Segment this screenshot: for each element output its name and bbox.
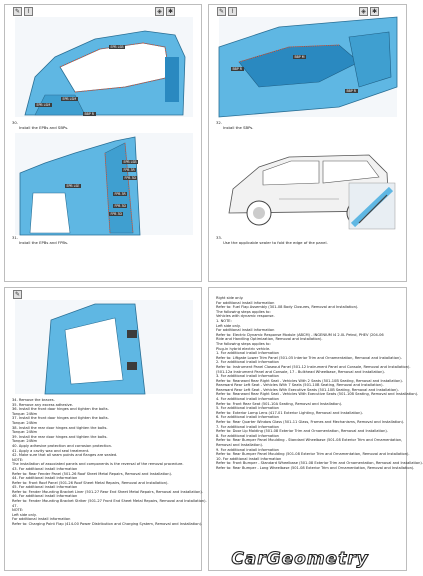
text-line: Refer to: Front Bumper - Standard Wheelbase (501-08 Exterior Trim and Ornamentation, Removal and Installation). xyxy=(216,461,423,466)
text-line: Torque: 24Nm xyxy=(12,439,38,444)
text-line: 2. For additional install information xyxy=(216,360,279,365)
text-line: 38. Install the rear door hinges and tighten the bolts. xyxy=(12,425,108,430)
text-line: Refer to: Liftgate Lower Trim Panel (501-05 Interior Trim and Ornamentation, Removal and Installation). xyxy=(216,355,402,360)
text-line: Refer to: Rearward Rear Right Seat - Vehicles With 2 Seats (501-10B Seating, Removal and Installation). xyxy=(216,378,403,383)
text-line: 47. xyxy=(12,503,18,508)
text-line: NOTE: xyxy=(12,457,24,462)
tool-icons-right xyxy=(155,7,175,16)
procedure-steps xyxy=(12,398,207,527)
step-number: 30. xyxy=(12,120,19,125)
text-line: Vehicles with dynamic response. xyxy=(216,314,275,319)
text-line: Refer to: Front Roof Panel (501-26 Roof Sheet Metal Repairs, Removal and Installation). xyxy=(12,480,169,485)
spot-weld-icon: ✱ xyxy=(167,8,174,15)
sealant-gun-icon: ✎ xyxy=(14,291,21,298)
text-line: The following steps applies to: xyxy=(216,341,271,346)
svg-text:CarGeometry: CarGeometry xyxy=(231,549,369,569)
manual-page-3 xyxy=(4,287,207,571)
tool-icons xyxy=(13,290,22,299)
text-line: Removal and Installation). xyxy=(216,443,264,447)
tool-icons xyxy=(13,7,33,16)
text-line: Refer to: Front Rear Seat (501-10A Seating, Removal and Installation). xyxy=(216,401,343,406)
text-line: 37. Install the front door hinges and tighten the bolts. xyxy=(12,416,109,421)
text-line: Refer to: Fender Mounting Bracket Liner (501-27 Rear End Sheet Metal Repairs, Removal and Installation). xyxy=(12,489,203,494)
text-line: 45. For additional install information xyxy=(12,485,78,490)
text-line: Refer to: Rear Bumper Panel Moulding - Standard Wheelbase (501-08 Exterior Trim and Ornamentation, xyxy=(216,438,403,443)
text-line: Plug-in hybrid electric vehicle. xyxy=(216,346,271,351)
heat-gun-icon: ⌇ xyxy=(228,7,237,16)
adhesive-icon: ◈ xyxy=(155,7,164,16)
text-line: For additional install information xyxy=(216,328,275,333)
step-number: 33. xyxy=(216,235,223,240)
text-line: 34. Remove the braces. xyxy=(12,398,55,402)
text-line: For additional install information xyxy=(12,517,71,522)
callout-label: FPB 3D xyxy=(114,204,126,208)
text-line: 9. For additional install information xyxy=(216,447,279,452)
procedure-steps xyxy=(216,296,423,471)
callout-label: BBP R xyxy=(232,67,243,71)
callout-label: EPB LSM xyxy=(62,97,77,101)
text-line: Torque: 24Nm xyxy=(12,430,38,435)
text-line: Ride and Handling Optimization, Removal and Installation). xyxy=(216,337,323,342)
text-line: Refer to: Door Lip Molding (501-08 Exterior Trim and Ornamentation, Removal and Installation). xyxy=(216,429,388,434)
text-line: Left side only. xyxy=(216,323,241,328)
callout-label: FPB 3R xyxy=(114,192,126,196)
text-line: 1. NOTE: xyxy=(216,318,232,323)
cargeometry-watermark-logo xyxy=(194,549,406,569)
step-text: Use the applicable sealer to fold the edge of the panel. xyxy=(223,240,328,245)
manual-page-4 xyxy=(208,287,423,571)
callout-label: EPB LSM xyxy=(36,103,51,107)
text-line: Refer to: Electric Dynamic Response Module (ABCM) - INGENIUM I4 2.0L Petrol, PHEV (204-06 xyxy=(216,332,384,337)
text-line: Refer to: Rear Bumper - Long Wheelbase (501-08 Exterior Trim and Ornamentation, Removal and Installation). xyxy=(216,465,415,470)
text-line: 42. Make sure that all seam points and flanges are sealed. xyxy=(12,453,118,458)
text-line: Refer to: Rear Bumper Panel Moulding (501-08 Exterior Trim and Ornamentation, Removal and Installation). xyxy=(216,452,410,457)
text-line: 5. For additional install information xyxy=(216,406,279,411)
step-text: Install the EPBs and SBPs. xyxy=(19,125,69,130)
step-text: Install the EPBs and FPBs. xyxy=(19,240,69,245)
text-line: 40. Apply adhesive protection and corrosion protection. xyxy=(12,443,113,448)
text-line: 8. For additional install information xyxy=(216,433,279,438)
text-line: NOTE: xyxy=(12,508,24,513)
manual-page-2 xyxy=(208,4,407,282)
text-line: (501-12a Instrument Panel and Console, 17 - Bulkhead Wheelbase, Removal and Installation). xyxy=(216,369,385,374)
tool-icons xyxy=(217,7,237,16)
text-line: Torque: 24Nm xyxy=(12,411,38,416)
manual-page-1 xyxy=(4,4,202,282)
figure-b-pillar xyxy=(15,133,193,235)
tool-icons-right xyxy=(359,7,379,16)
figure-rear-quarter-panel xyxy=(15,17,193,117)
text-line: Rearward Rear Left Seat - Vehicles With 7 Seats (501-10B Seating, Removal and Installation). xyxy=(216,383,384,388)
text-line: The installation of associated panels and components is the reversal of the removal procedure. xyxy=(12,462,184,467)
callout-label: FPB 3D xyxy=(110,212,122,216)
sealant-gun-icon: ✎ xyxy=(218,8,225,15)
text-line: Refer to: Instrument Panel Closeout Panel (501-12 Instrument Panel and Console, Removal and Installation). xyxy=(216,364,411,369)
step-number: 32. xyxy=(216,120,223,125)
text-line: 7. For additional install information xyxy=(216,424,279,429)
callout-label: BBP R xyxy=(84,112,95,116)
text-line: Refer to: Exterior Lamp Lens (417-01 Exterior Lighting, Removal and Installation). xyxy=(216,410,363,415)
text-line: 36. Install the front door hinges and tighten the bolts. xyxy=(12,407,109,412)
text-line: Right side only. xyxy=(216,296,244,300)
text-line: 39. Install the rear door hinges and tighten the bolts. xyxy=(12,434,108,439)
callout-label: EPB LSB xyxy=(110,45,124,49)
text-line: Refer to: Fender Mounting Bracket Striker (501-27 Front End Sheet Metal Repairs, Removal and Installation). xyxy=(12,499,207,504)
text-line: 1. For additional install information xyxy=(216,351,279,356)
text-line: Refer to: Rear Fender Panel (501-26 Roof Sheet Metal Repairs, Removal and Installation). xyxy=(12,471,173,476)
step-number: 31. xyxy=(12,235,19,240)
text-line: Torque: 24Nm xyxy=(12,420,38,425)
step-text: Install the SBPs. xyxy=(223,125,254,130)
text-line: 6. For additional install information xyxy=(216,415,279,420)
text-line: For additional install information xyxy=(216,300,275,305)
text-line: Refer to: Charging Point Flap (414-00 Power Distribution and Charging System, Removal and Installation). xyxy=(12,522,203,527)
adhesive-icon: ◈ xyxy=(359,7,368,16)
figure-vehicle-side xyxy=(219,133,397,235)
callout-label: FPB 3R xyxy=(123,168,135,172)
text-line: 3. For additional install information xyxy=(216,374,279,379)
spot-weld-icon: ✱ xyxy=(371,8,378,15)
figure-sill-panel xyxy=(219,17,397,117)
sealant-gun-icon: ✎ xyxy=(14,8,21,15)
text-line: Refer to: Fuel Flap Assembly (301-08 Body Closures, Removal and Installation). xyxy=(216,305,359,310)
text-line: 41. Apply a cavity wax and seal treatment. xyxy=(12,448,90,453)
text-line: 44. For additional install information xyxy=(12,476,78,481)
text-line: 10. For additional install information xyxy=(216,456,282,461)
text-line: 35. Remove any excess adhesive. xyxy=(12,402,73,407)
text-line: Refer to: Rear Quarter Window Glass (501-11 Glass, Frames and Mechanisms, Removal and Installation). xyxy=(216,420,405,425)
text-line: 43. For additional install information xyxy=(12,466,78,471)
text-line: 4. For additional install information xyxy=(216,397,279,402)
callout-label: BBP M xyxy=(294,55,305,59)
text-line: Rearward Rear Left Seat - Vehicles With Executive Seats (501-10B Seating, Removal and Installation). xyxy=(216,387,399,392)
callout-label: EPB LSB xyxy=(123,160,137,164)
callout-label: BBP R xyxy=(346,89,357,93)
figure-door-hinges xyxy=(15,300,193,394)
text-line: 46. For additional install information xyxy=(12,494,78,499)
text-line: The following steps applies to: xyxy=(216,309,271,314)
callout-label: EPB LSE xyxy=(66,184,80,188)
text-line: Refer to: Rearward Rear Right Seat - Vehicles With Executive Seats (501-10B Seating, Removal and Installation). xyxy=(216,392,419,397)
heat-gun-icon: ⌇ xyxy=(24,7,33,16)
callout-label: FPB 3D xyxy=(124,176,136,180)
text-line: Left side only. xyxy=(12,512,37,517)
